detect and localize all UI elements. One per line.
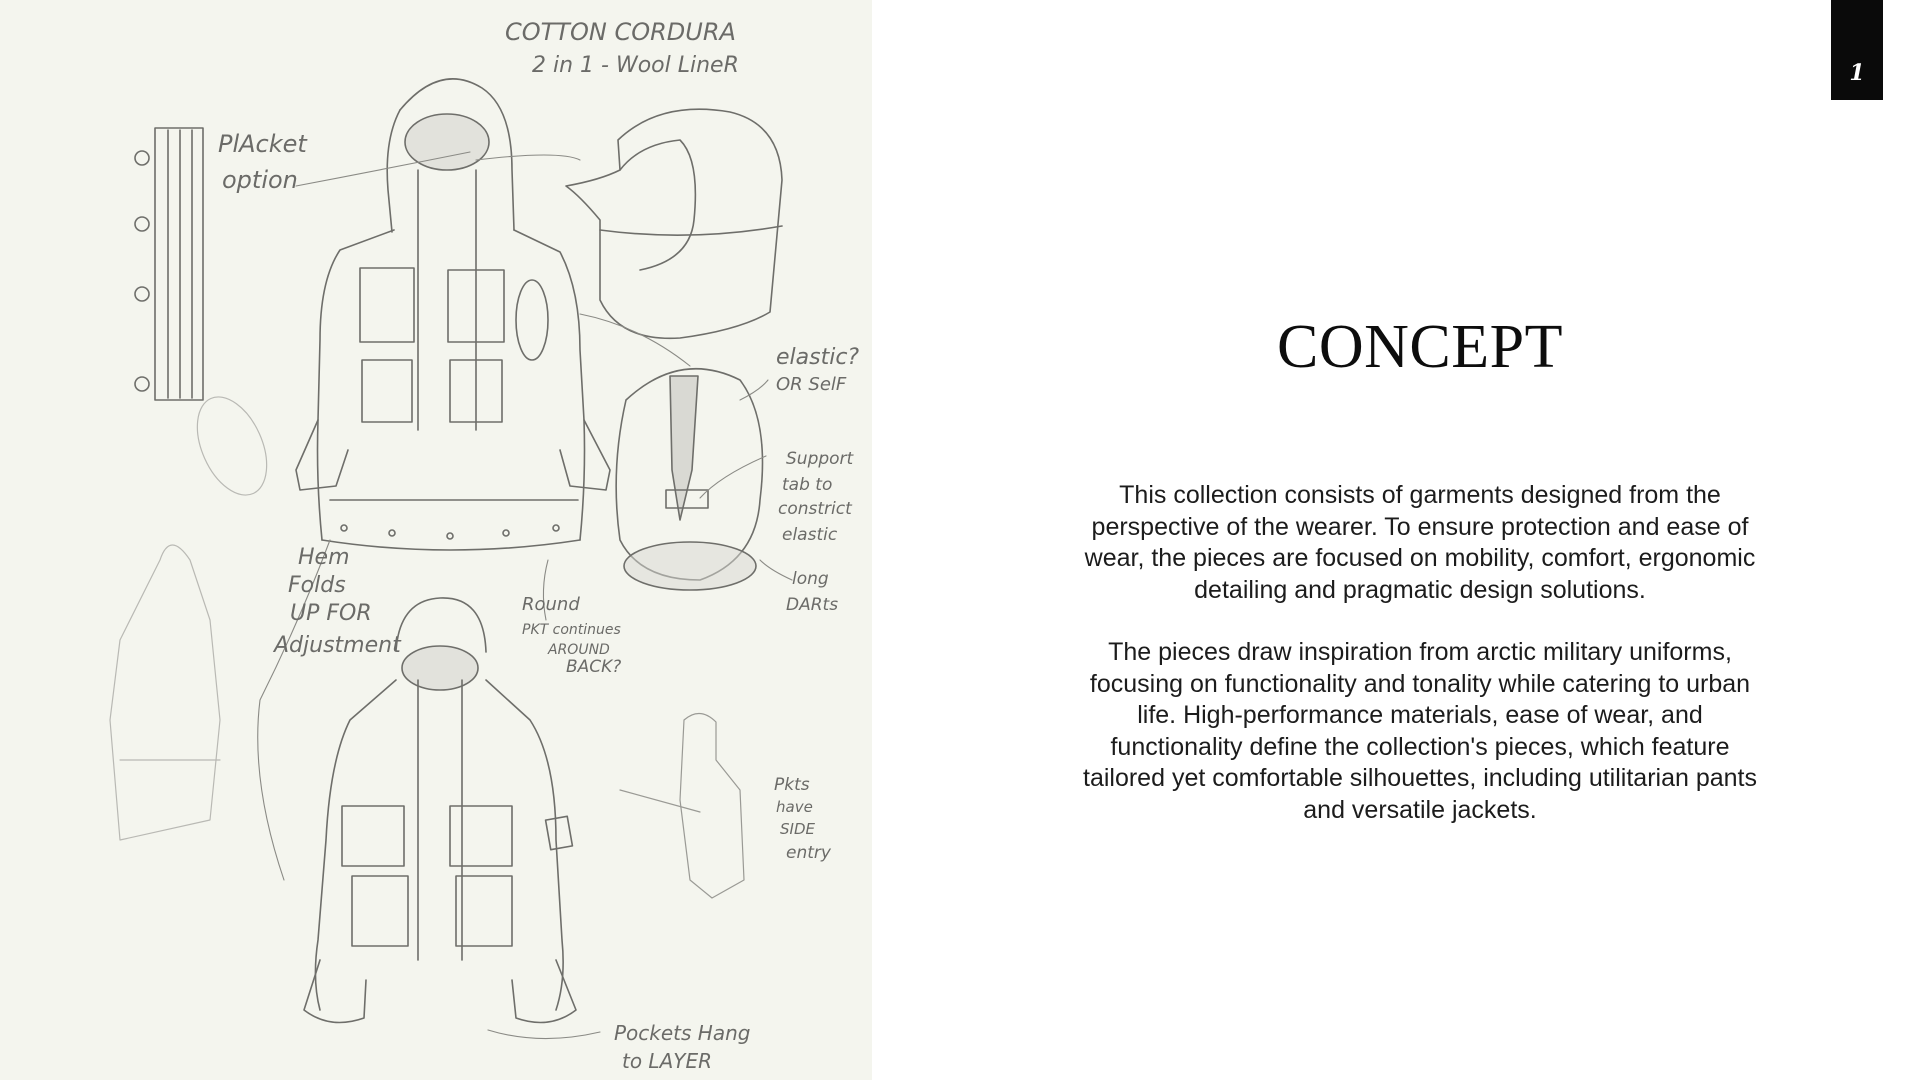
note-entry: entry bbox=[786, 843, 831, 863]
note-cotton-cordura: COTTON CORDURA bbox=[505, 18, 736, 46]
figure-back-sketch bbox=[110, 386, 281, 840]
note-option: option bbox=[222, 166, 298, 194]
concept-description bbox=[1070, 480, 1770, 857]
note-round: Round bbox=[522, 594, 580, 615]
note-have: have bbox=[776, 798, 813, 816]
placket-sketch bbox=[135, 128, 203, 400]
note-hem: Hem bbox=[298, 545, 350, 570]
note-wool-liner: 2 in 1 - Wool LineR bbox=[532, 53, 739, 78]
jacket-lower-sketch bbox=[304, 598, 576, 1023]
jacket-sketch-image bbox=[0, 0, 872, 1080]
note-pockets-hang: Pockets Hang bbox=[614, 1021, 751, 1045]
jacket-front-sketch bbox=[296, 79, 610, 550]
note-support: Support bbox=[786, 449, 854, 469]
note-around: AROUND bbox=[548, 642, 610, 658]
note-pkt-continues: PKT continues bbox=[522, 622, 621, 638]
note-up-for: UP FOR bbox=[290, 601, 372, 626]
hood-back-sketch bbox=[616, 369, 762, 590]
note-tab-to: tab to bbox=[782, 475, 833, 495]
note-folds: Folds bbox=[288, 573, 346, 598]
page-title: CONCEPT bbox=[1277, 313, 1563, 381]
note-or-self: OR SelF bbox=[776, 374, 847, 395]
note-constrict: constrict bbox=[778, 499, 852, 519]
note-side: SIDE bbox=[780, 820, 815, 838]
note-adjustment: Adjustment bbox=[274, 633, 401, 658]
note-elastic-2: elastic bbox=[782, 525, 838, 545]
paragraph-inspiration: The pieces draw inspiration from arctic military uniforms, focusing on functionality and tonality while catering to urban life. High-performance materials, ease of wear, and functionality define the collection's pieces, which feature tailored yet comfortable silhouettes, including utilitarian pants and versatile jackets. bbox=[1083, 638, 1757, 824]
note-placket: PlAcket bbox=[218, 130, 307, 158]
page-number: 1 bbox=[1849, 60, 1865, 86]
figure-side-sketch bbox=[620, 713, 744, 898]
note-back: BACK? bbox=[566, 657, 622, 677]
note-elastic: elastic? bbox=[776, 345, 860, 370]
page-number-badge bbox=[1831, 0, 1883, 100]
note-pkts: Pkts bbox=[774, 775, 810, 795]
note-to-layer: to LAYER bbox=[622, 1049, 713, 1073]
hood-side-sketch bbox=[566, 109, 782, 338]
paragraph-intro: This collection consists of garments designed from the perspective of the wearer. To ensure protection and ease of wear, the pieces are focused on mobility, comfort, ergonomic detailing and pragmatic design solutions. bbox=[1084, 481, 1756, 604]
note-darts: DARts bbox=[786, 595, 839, 615]
note-long: long bbox=[792, 569, 829, 589]
